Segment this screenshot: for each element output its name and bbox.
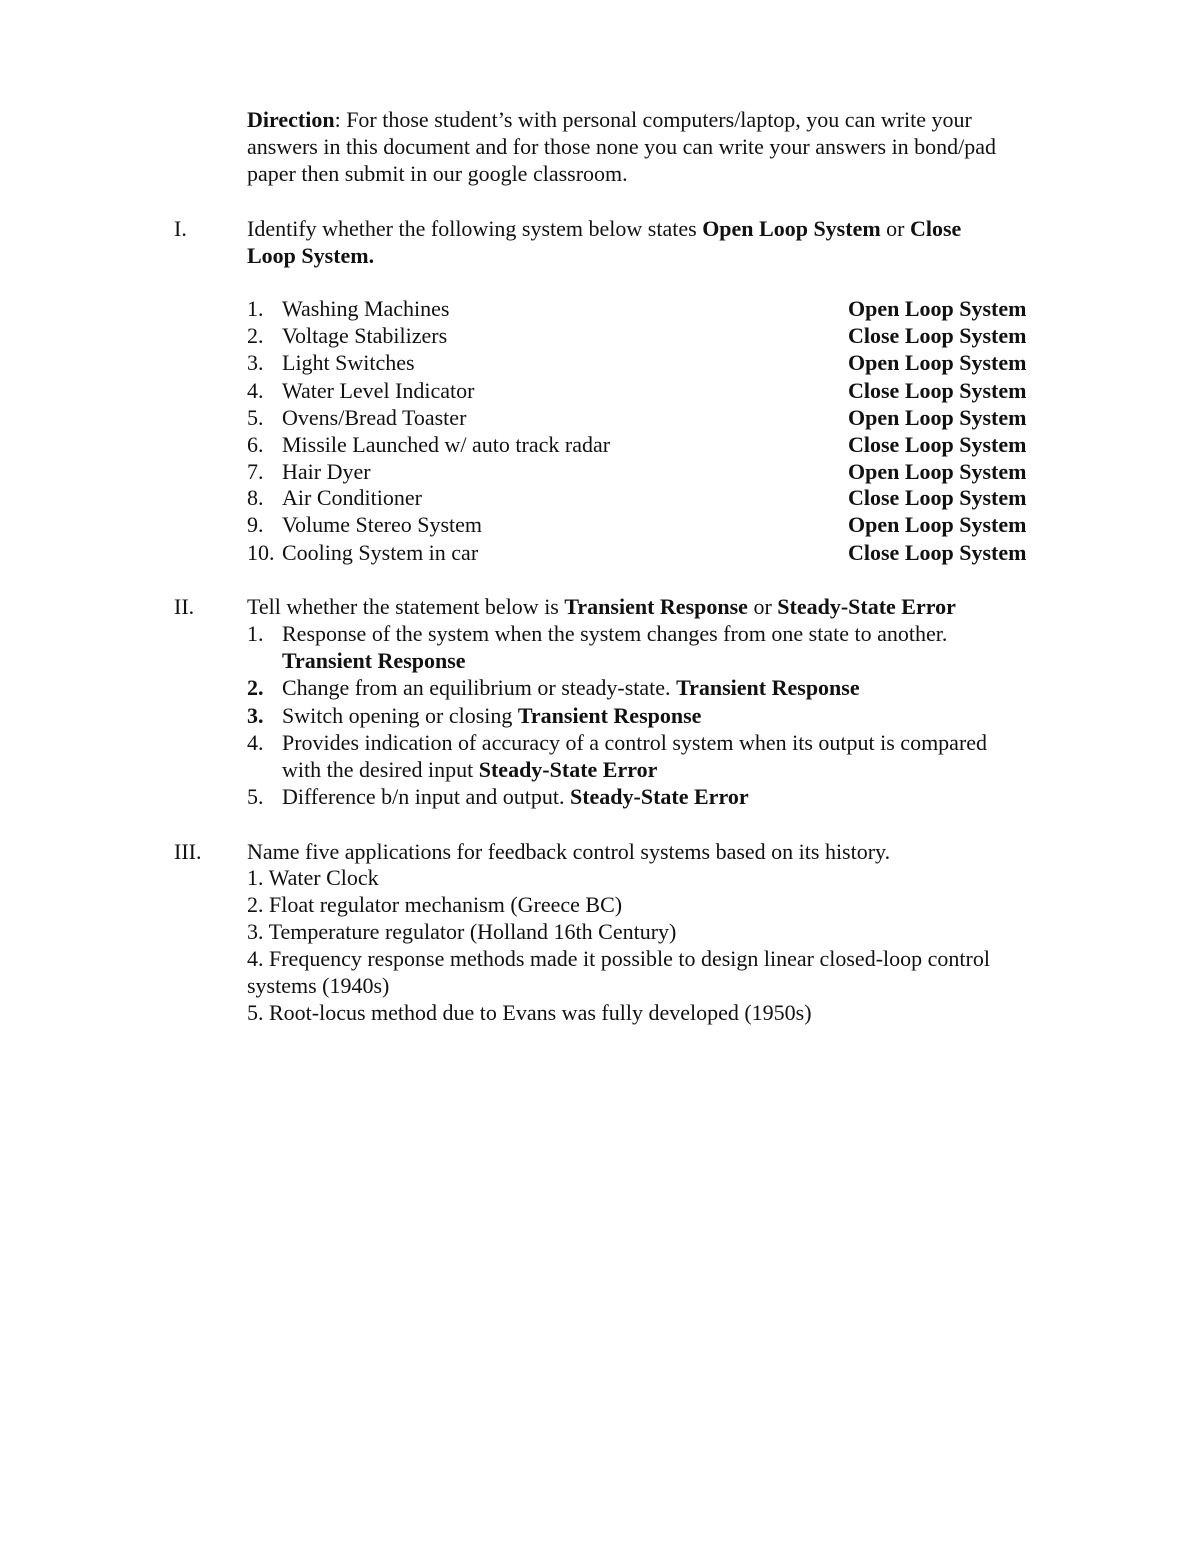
s1-item-1-label: Washing Machines (282, 296, 450, 321)
s2-item-1-text: Response of the system when the system changes from one state to another. (282, 621, 948, 646)
s1-item-1-answer: Open Loop System (848, 296, 1027, 321)
s1-item-3-label: Light Switches (282, 350, 415, 375)
s1-item-8-num: 8. (247, 485, 264, 510)
s1-item-7-answer: Open Loop System (848, 459, 1027, 484)
s1-item-6-num: 6. (247, 432, 264, 457)
direction-line-3: paper then submit in our google classroom. (247, 161, 628, 186)
s1-item-10-num: 10. (247, 540, 275, 565)
s2-item-4-text-cont: with the desired input Steady-State Error (282, 757, 658, 782)
section-2-numeral: II. (174, 594, 195, 619)
s2-item-1-answer: Transient Response (282, 648, 466, 673)
s1-item-9-label: Volume Stereo System (282, 512, 483, 537)
s2-item-3-text: Switch opening or closing Transient Response (282, 703, 702, 728)
s3-line-6: 5. Root-locus method due to Evans was fully developed (1950s) (247, 1000, 812, 1025)
s2-item-4-text: Provides indication of accuracy of a control system when its output is compared (282, 730, 988, 755)
s3-line-1: 1. Water Clock (247, 865, 379, 890)
s1-item-3-answer: Open Loop System (848, 350, 1027, 375)
s1-item-7-num: 7. (247, 459, 264, 484)
s1-item-8-answer: Close Loop System (848, 485, 1027, 510)
s1-item-2-num: 2. (247, 323, 264, 348)
s1-item-3-num: 3. (247, 350, 264, 375)
s1-item-4-label: Water Level Indicator (282, 378, 475, 403)
s1-item-8-label: Air Conditioner (282, 485, 422, 510)
s1-item-2-answer: Close Loop System (848, 323, 1027, 348)
s2-item-2-num: 2. (247, 675, 264, 700)
section-1-numeral: I. (174, 216, 187, 241)
section-1-instruction-cont: Loop System. (247, 243, 375, 268)
s1-item-10-label: Cooling System in car (282, 540, 479, 565)
s2-item-5-text: Difference b/n input and output. Steady-State Error (282, 784, 749, 809)
s2-item-2-text: Change from an equilibrium or steady-state. Transient Response (282, 675, 860, 700)
section-3-numeral: III. (174, 839, 202, 864)
s1-item-4-num: 4. (247, 378, 264, 403)
s2-item-4-num: 4. (247, 730, 264, 755)
s2-item-1-num: 1. (247, 621, 264, 646)
s2-item-3-num: 3. (247, 703, 264, 728)
direction-line-2: answers in this document and for those none you can write your answers in bond/pad (247, 134, 997, 159)
s1-item-6-answer: Close Loop System (848, 432, 1027, 457)
s1-item-9-num: 9. (247, 512, 264, 537)
s1-item-2-label: Voltage Stabilizers (282, 323, 448, 348)
section-2-instruction: Tell whether the statement below is Transient Response or Steady-State Error (247, 594, 956, 619)
s1-item-7-label: Hair Dyer (282, 459, 371, 484)
s1-item-5-num: 5. (247, 405, 264, 430)
s3-line-5: systems (1940s) (247, 973, 390, 998)
direction-label: Direction (247, 107, 335, 132)
s1-item-5-answer: Open Loop System (848, 405, 1027, 430)
s1-item-6-label: Missile Launched w/ auto track radar (282, 432, 611, 457)
s3-line-3: 3. Temperature regulator (Holland 16th Century) (247, 919, 677, 944)
direction-line-1: Direction: For those student’s with personal computers/laptop, you can write your (247, 107, 972, 132)
s2-item-5-num: 5. (247, 784, 264, 809)
s1-item-5-label: Ovens/Bread Toaster (282, 405, 467, 430)
s3-line-2: 2. Float regulator mechanism (Greece BC) (247, 892, 623, 917)
s1-item-4-answer: Close Loop System (848, 378, 1027, 403)
section-1-instruction: Identify whether the following system below states Open Loop System or Close (247, 216, 962, 241)
s1-item-9-answer: Open Loop System (848, 512, 1027, 537)
s1-item-1-num: 1. (247, 296, 264, 321)
section-3-question: Name five applications for feedback control systems based on its history. (247, 839, 891, 864)
s1-item-10-answer: Close Loop System (848, 540, 1027, 565)
s3-line-4: 4. Frequency response methods made it possible to design linear closed-loop control (247, 946, 990, 971)
